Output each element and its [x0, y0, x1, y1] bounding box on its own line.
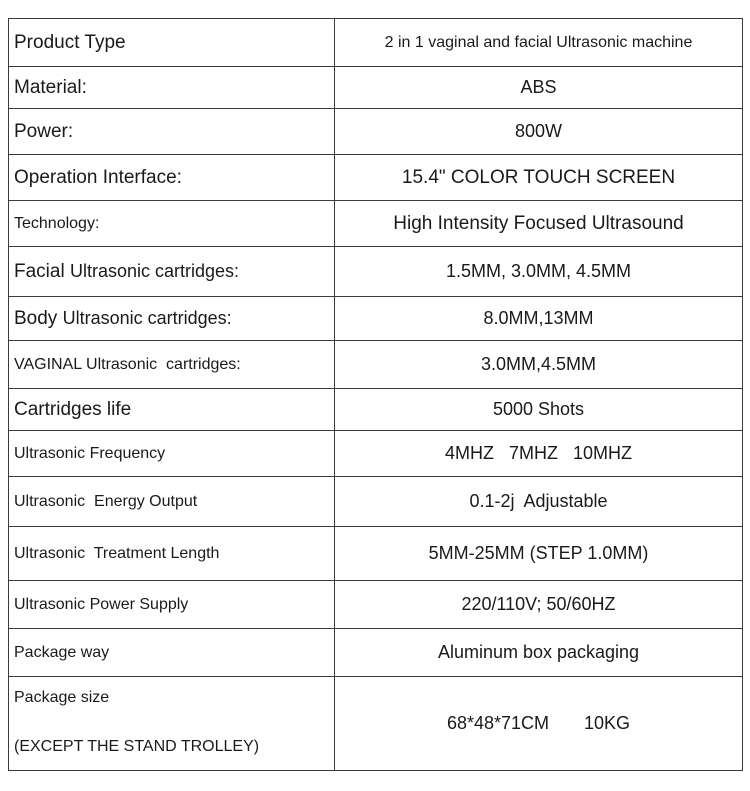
row-value: 0.1-2j Adjustable [469, 491, 608, 511]
row-value: 8.0MM,13MM [483, 308, 594, 328]
table-row-material [9, 67, 742, 109]
table-row-package-way [9, 629, 742, 677]
table-row-treatment-length [9, 527, 742, 581]
row-value: 4MHZ 7MHZ 10MHZ [444, 443, 632, 463]
row-label: Technology: [9, 201, 335, 246]
table-row-vaginal-cartridges [9, 341, 742, 389]
row-label [9, 247, 335, 296]
row-value: 5MM-25MM (STEP 1.0MM) [428, 543, 649, 563]
row-label: Ultrasonic Power Supply [9, 581, 335, 628]
table-row-technology [9, 201, 742, 247]
row-value: 2 in 1 vaginal and facial Ultrasonic machine [384, 33, 693, 51]
row-value: Aluminum box packaging [437, 642, 640, 662]
row-label-lead: Facial [14, 260, 70, 282]
table-row-energy-output [9, 477, 742, 527]
row-value: 800W [514, 121, 563, 141]
row-label-rest: Ultrasonic cartridges: [62, 308, 232, 328]
row-label: Cartridges life [9, 389, 335, 430]
row-label: Ultrasonic Energy Output [9, 477, 335, 526]
row-label: Ultrasonic Frequency [9, 431, 335, 476]
row-value: ABS [520, 77, 557, 97]
row-label: VAGINAL Ultrasonic cartridges: [9, 341, 335, 388]
table-row-package-size [9, 677, 742, 771]
table-row-product-type [9, 19, 742, 67]
table-row-power-supply [9, 581, 742, 629]
row-label: Product Type [9, 19, 335, 66]
table-row-power [9, 109, 742, 155]
row-label: Material: [9, 67, 335, 108]
row-label [9, 297, 335, 340]
row-value: 1.5MM, 3.0MM, 4.5MM [445, 261, 632, 281]
table-row-body-cartridges [9, 297, 742, 341]
spec-table [8, 18, 743, 771]
row-label-lead: Body [14, 307, 63, 329]
row-label: Package way [9, 629, 335, 676]
table-row-operation-interface [9, 155, 742, 201]
row-label: Operation Interface: [9, 155, 335, 200]
table-row-facial-cartridges [9, 247, 742, 297]
row-label: Ultrasonic Treatment Length [9, 527, 335, 580]
row-value: 68*48*71CM 10KG [446, 713, 631, 733]
row-value: 5000 Shots [492, 399, 585, 419]
row-label-rest: Ultrasonic cartridges: [69, 261, 240, 281]
row-label [9, 677, 335, 770]
table-row-cartridges-life [9, 389, 742, 431]
row-label: Power: [9, 109, 335, 154]
row-value: High Intensity Focused Ultrasound [393, 212, 684, 234]
row-value: 3.0MM,4.5MM [480, 354, 597, 374]
row-label-line-1: Package size [14, 689, 110, 706]
row-value: 15.4" COLOR TOUCH SCREEN [401, 166, 676, 188]
table-row-frequency [9, 431, 742, 477]
row-value: 220/110V; 50/60HZ [461, 594, 616, 614]
row-label-line-2: (EXCEPT THE STAND TROLLEY) [14, 738, 260, 755]
